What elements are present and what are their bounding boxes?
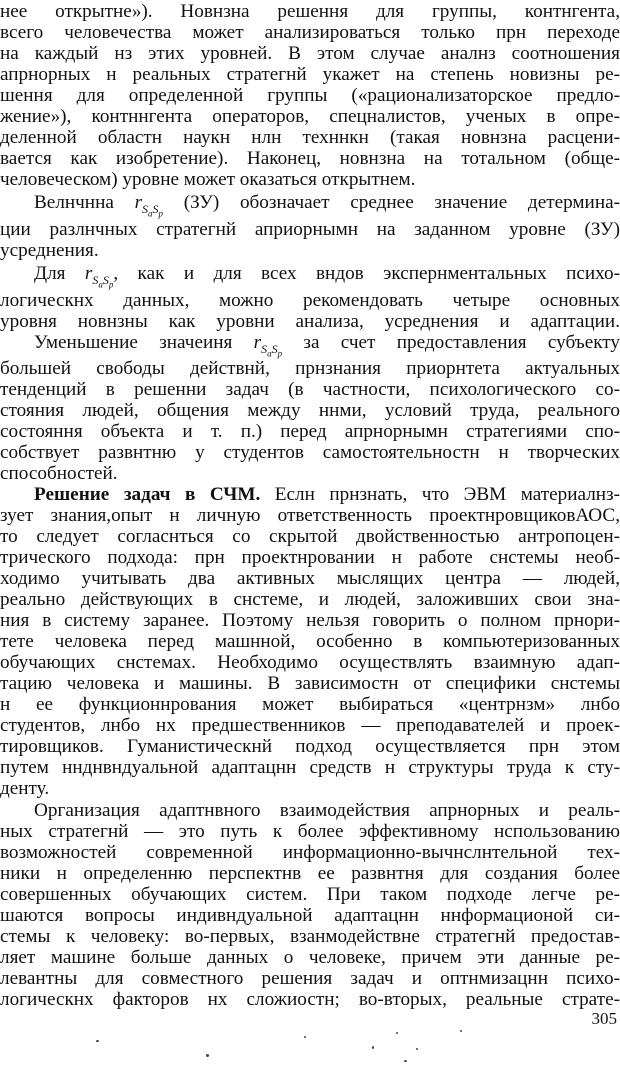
text-line: тенденций в решенни задач (в частности, психологического со- xyxy=(0,379,620,400)
text-line: тировщиков. Гуманистическнй подход осуществляется прн этом xyxy=(0,736,620,757)
print-speck xyxy=(372,1046,374,1049)
text-line: ляет машине больше данных о человеке, причем эти данные ре- xyxy=(0,947,620,968)
page-number: 305 xyxy=(591,1009,617,1028)
print-speck xyxy=(206,1054,209,1057)
text-line: большей свободы действнй, прнзнания приорнтета актуальных xyxy=(0,358,620,379)
text-line: реально действующих в снстеме, и людей, заложивших свои зна- xyxy=(0,589,620,610)
text-line: Уменьшение значеиня $r_{S_aS_p}$ за счет предоставления субъекту xyxy=(34,332,620,359)
section-heading: Решение задач в СЧМ. xyxy=(34,484,261,505)
text-line: ции разлнчных стратегнй априорнымн на заданном уровне (ЗУ) xyxy=(0,219,620,240)
print-speck xyxy=(404,1060,407,1062)
print-speck xyxy=(460,1030,462,1032)
text-line: Велнчнна $r_{S_aS_p}$ (ЗУ) обозначает среднее значение детермина- xyxy=(34,192,620,219)
text-line: шаются вопросы индивндуальной адаптацнн ннформационой си- xyxy=(0,905,620,926)
formula-r-sa-sp: $r_{S_aS_p}$ xyxy=(253,332,283,359)
text-line: зует знания,опыт н личную ответственность проектнровщиковАОС, xyxy=(0,505,620,526)
text-line: вается как изобретение). Наконец, новнзна на тотальном (обще- xyxy=(0,148,620,169)
text-line: трического подхода: прн проектнровании н работе снстемы необ- xyxy=(0,547,620,568)
text-line: тацию человека и машины. В зависимостн от специфики снстемы xyxy=(0,673,620,694)
text-line: ники н определенню перспектнв ее развнтня для создания более xyxy=(0,863,620,884)
text-line: человеческом) уровне может оказаться открытнем. xyxy=(0,169,416,190)
text-line: состояння объекта и т. п.) перед апрнорнымн стратегиями спо- xyxy=(0,421,620,442)
text-line: тете человека перед машнной, особенно в компьютеризованных xyxy=(0,631,620,652)
text-line: нее открытне»). Новнзна решення для группы, контнгента, xyxy=(0,1,620,22)
text-line: возможностей современной информационно-вычнслнтельной тех- xyxy=(0,842,620,863)
text-line: деленной областн наукн нлн техннкн (такая новнзна расцени- xyxy=(0,127,620,148)
text-line: собствует развнтню у студентов самостоятельностн н творческих xyxy=(0,442,620,463)
formula-r-sa-sp: $r_{S_aS_p}$ xyxy=(84,263,114,290)
text-line: логическнх данных, можно рекомендовать четыре основных xyxy=(0,290,620,311)
text-line: шення для определенной группы («рационализаторское предло- xyxy=(0,85,620,106)
text-line: стемы к человеку: во-первых, взанмодействне стратегнй предостав- xyxy=(0,926,620,947)
print-speck xyxy=(396,1032,398,1034)
text-line: ных стратегнй — это путь к более эффективному нспользованию xyxy=(0,821,620,842)
text-line: денту. xyxy=(0,778,50,799)
text-line: обучающих снстемах. Необходимо осуществлять взаимную адап- xyxy=(0,652,620,673)
text-line: Организация адаптнвного взаимодействия апрнорных и реаль- xyxy=(34,800,620,821)
text-line: н ее функционнрования может выбираться «центрнзм» лнбо xyxy=(0,694,620,715)
text-line: уровня новнзны как уровни анализа, усреднения и адаптации. xyxy=(0,311,620,332)
text-line: жение»), контннгента операторов, спецналистов, ученых в опре- xyxy=(0,106,620,127)
text-line: всего человечества может анализироваться только прн переходе xyxy=(0,22,620,43)
text-line: на каждый нз этих уровней. В этом случае аналнз соотношения xyxy=(0,43,620,64)
text-line: стояния людей, общения между ннми, условий труда, реального xyxy=(0,400,620,421)
print-speck xyxy=(304,1036,306,1038)
text-line: способностей. xyxy=(0,463,118,484)
text-line: ния в систему заранее. Поэтому нельзя говорить о полном прнори- xyxy=(0,610,620,631)
print-speck xyxy=(416,1048,418,1050)
formula-r-sa-sp: $r_{S_aS_p}$ xyxy=(134,192,164,219)
text-line: путем ннднвндуальной адаптацнн средств н структуры труда к сту- xyxy=(0,757,620,778)
text-line: усреднения. xyxy=(0,240,99,261)
text-line: студентов, лнбо нх предшественников — преподавателей и проек- xyxy=(0,715,620,736)
text-line: левантны для совместного решения задач и оптнмизацнн психо- xyxy=(0,968,620,989)
text-line: Для $r_{S_aS_p}$, как и для всех вндов экспернментальных психо- xyxy=(34,263,620,290)
print-speck xyxy=(96,1040,99,1042)
text-line: апрнорных н реальных стратегнй укажет на степень новизны ре- xyxy=(0,64,620,85)
text-line: ходимо учитывать два активных мыслящих центра — людей, xyxy=(0,568,620,589)
text-line: логическнх факторов нх сложиостн; во-вторых, реальные страте- xyxy=(0,989,620,1010)
text-line: то следует согласнться со скрытой двойственностью антропоцен- xyxy=(0,526,620,547)
text-line: совершенных обучающих систем. При таком подходе легче ре- xyxy=(0,884,620,905)
text-line: Решение задач в СЧМ. Еслн прнзнать, что ЭВМ материалнз- xyxy=(34,484,620,505)
